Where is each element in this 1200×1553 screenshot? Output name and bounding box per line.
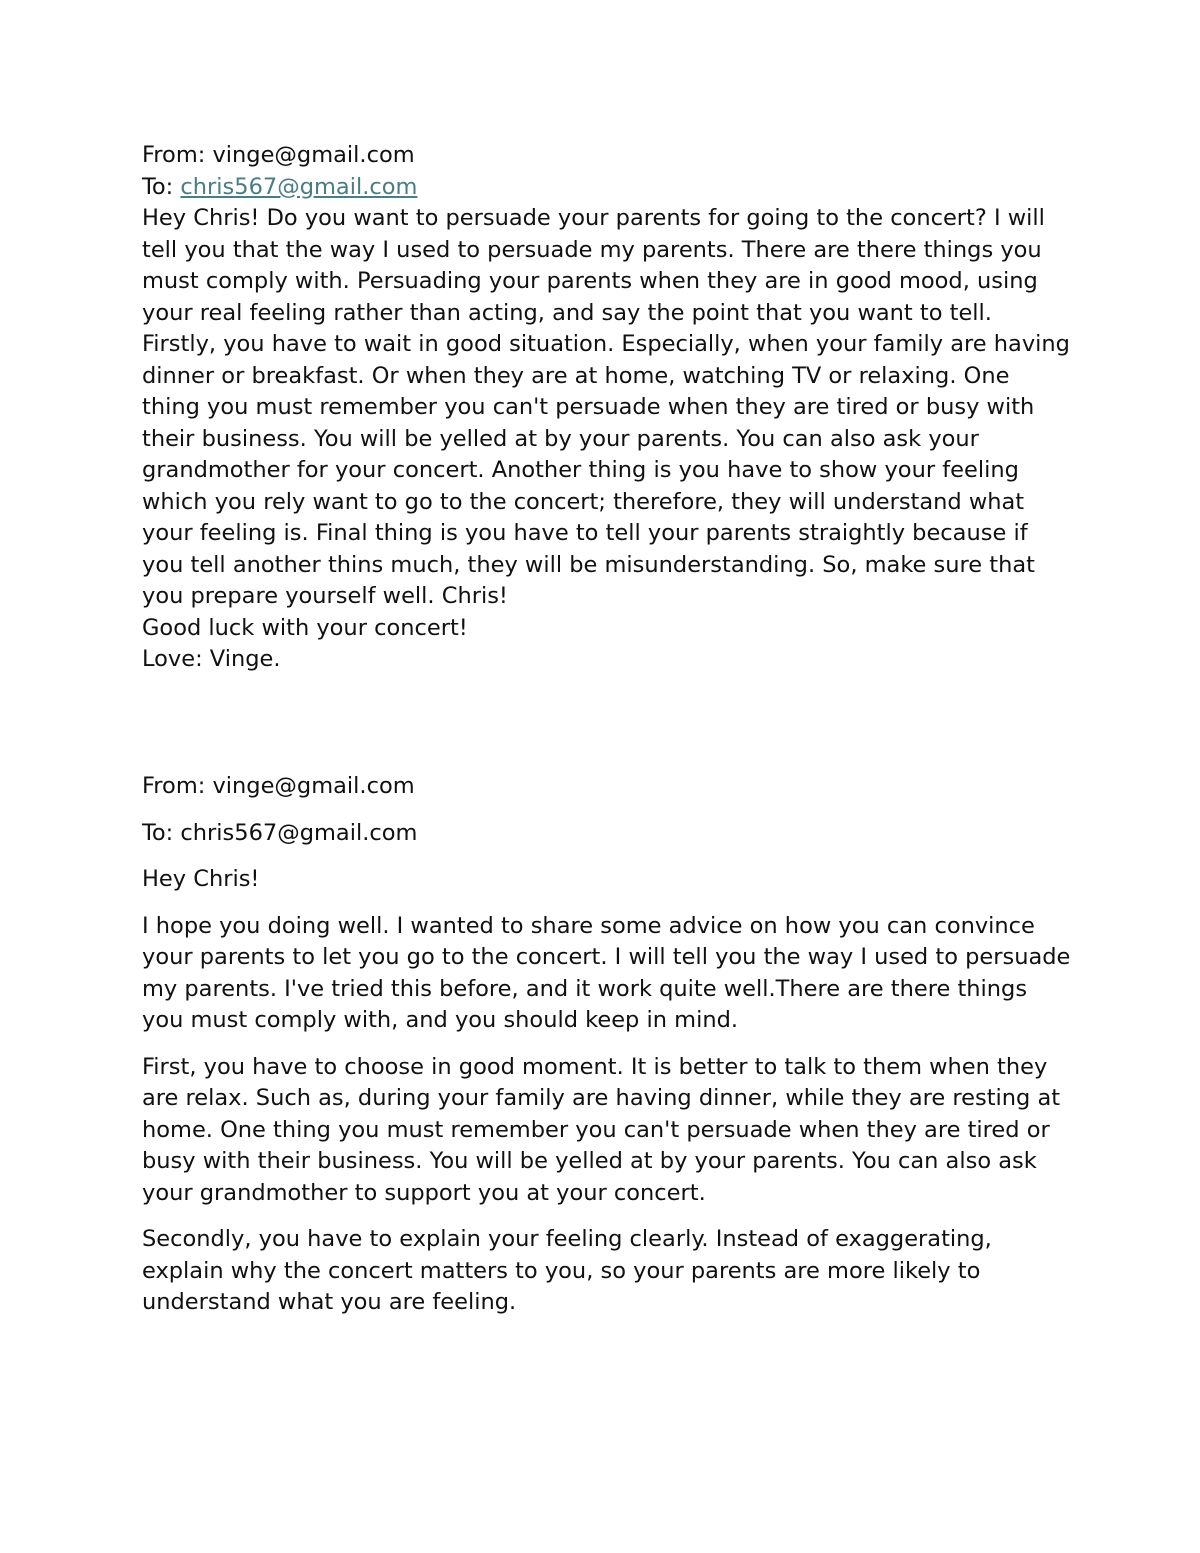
document-page: [142, 0, 1072, 1553]
body-paragraph-2: First, you have to choose in good moment. It is better to talk to them when they are relax. Such as, during your family are having dinner, while they are resting at home. One thing you must remember you can't persuade when they are tired or busy with their business. You will be yelled at by your parents. You can also ask your grandmother to support you at your concert.: [142, 1053, 1061, 1206]
from-line: From: vinge@gmail.com: [142, 773, 415, 799]
greeting: Hey Chris!: [142, 866, 260, 892]
from-address: vinge@gmail.com: [212, 142, 415, 168]
to-label: To:: [142, 173, 181, 200]
from-label: From:: [142, 142, 213, 168]
closing-line: Good luck with your concert!: [142, 614, 468, 641]
to-line: [142, 172, 1072, 204]
to-address-link[interactable]: chris567@gmail.com: [180, 173, 418, 200]
signature: Love: Vinge.: [142, 646, 281, 672]
email-draft-1: [142, 140, 1072, 676]
body-paragraph-3: Secondly, you have to explain your feeling clearly. Instead of exaggerating, explain why the concert matters to you, so your parents are more likely to understand what you are feeling.: [142, 1226, 992, 1315]
to-line: To: chris567@gmail.com: [142, 819, 418, 846]
email-draft-2: [142, 771, 1072, 1334]
from-line: [142, 140, 1072, 172]
body-paragraph-1: I hope you doing well. I wanted to share some advice on how you can convince your parents to let you go to the concert. I will tell you the way I used to persuade my parents. I've tried this before, and it work quite well.There are there things you must comply with, and you should keep in mind.: [142, 912, 1071, 1033]
body-paragraph-main: Firstly, you have to wait in good situation. Especially, when your family are having dinner or breakfast. Or when they are at home, watching TV or relaxing. One thing you must remember you can't persuade when they are tired or busy with their business. You will be yelled at by your parents. You can also ask your grandmother for your concert. Another thing is you have to show your feeling which you rely want to go to the concert; therefore, they will understand what your feeling is. Final thing is you have to tell your parents straightly because if you tell another thins much, they will be misunderstanding. So, make sure that you prepare yourself well. Chris!: [142, 331, 1070, 609]
body-paragraph-intro: Hey Chris! Do you want to persuade your parents for going to the concert? I will tell you that the way I used to persuade my parents. There are there things you must comply with. Persuading your parents when they are in good mood, using your real feeling rather than acting, and say the point that you want to tell.: [142, 205, 1045, 326]
